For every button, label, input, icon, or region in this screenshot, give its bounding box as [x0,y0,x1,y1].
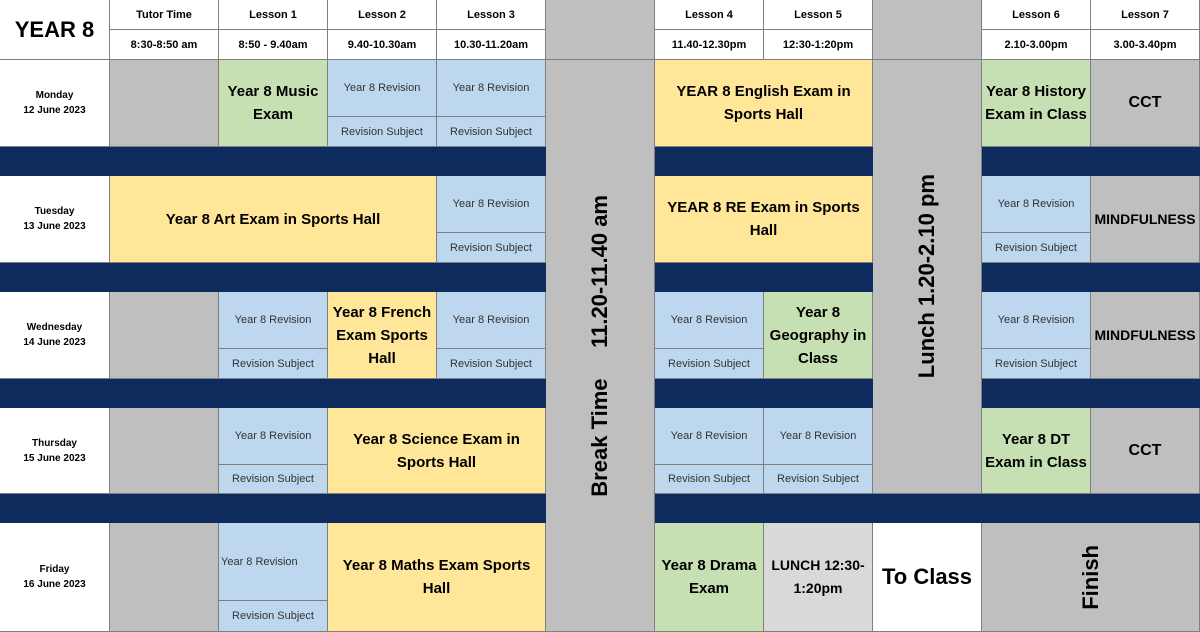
tutor-time-slot: 8:30-8:50 am [110,30,219,60]
row-separator [982,147,1200,176]
lesson-3-time: 10.30-11.20am [437,30,546,60]
lesson-4-header: Lesson 4 [655,0,764,30]
wednesday-l1-revision: Year 8 Revision [219,292,328,349]
row-separator [982,263,1200,292]
tuesday-l3-revision: Year 8 Revision [437,176,546,233]
lesson-7-header: Lesson 7 [1091,0,1200,30]
friday-l1-revision: Year 8 Revision [219,523,328,601]
break-time-column [546,60,655,632]
lunch-label: Lunch 1.20-2.10 pm [914,174,939,379]
friday-l1-revision-subject: Revision Subject [219,601,328,632]
day-monday [0,60,110,147]
monday-l2-revision-subject: Revision Subject [328,117,437,147]
row-separator [0,379,546,408]
monday-music-exam: Year 8 Music Exam [219,60,328,147]
row-separator [982,379,1200,408]
lesson-1-time: 8:50 - 9.40am [219,30,328,60]
day-date: 14 June 2023 [23,337,86,348]
lesson-1-header: Lesson 1 [219,0,328,30]
wednesday-l4-revision: Year 8 Revision [655,292,764,349]
row-separator [0,147,546,176]
wednesday-geography: Year 8 Geography in Class [764,292,873,379]
day-friday [0,523,110,632]
wednesday-mindfulness: MINDFULNESS [1091,292,1200,379]
friday-tutor [110,523,219,632]
lesson-2-time: 9.40-10.30am [328,30,437,60]
break-time-label: Break Time 11.20-11.40 am [587,194,612,497]
friday-finish [982,523,1200,632]
wednesday-l4-revision-subject: Revision Subject [655,349,764,379]
lunch-header-blank [873,0,982,60]
finish-label: Finish [1077,544,1103,610]
monday-l2-revision: Year 8 Revision [328,60,437,117]
wednesday-l1-revision-subject: Revision Subject [219,349,328,379]
monday-english-exam: YEAR 8 English Exam in Sports Hall [655,60,873,147]
day-name: Monday [35,90,74,101]
row-separator [655,147,873,176]
thursday-science-exam: Year 8 Science Exam in Sports Hall [328,408,546,494]
thursday-l4-revision-subject: Revision Subject [655,465,764,494]
wednesday-l3-revision-subject: Revision Subject [437,349,546,379]
wednesday-tutor [110,292,219,379]
page-title: YEAR 8 [0,0,110,60]
friday-maths-exam: Year 8 Maths Exam Sports Hall [328,523,546,632]
day-tuesday [0,176,110,263]
thursday-dt-exam: Year 8 DT Exam in Class [982,408,1091,494]
thursday-tutor [110,408,219,494]
monday-l3-revision: Year 8 Revision [437,60,546,117]
row-separator [0,494,546,523]
thursday-cct: CCT [1091,408,1200,494]
day-wednesday [0,292,110,379]
thursday-l5-revision-subject: Revision Subject [764,465,873,494]
wednesday-l3-revision: Year 8 Revision [437,292,546,349]
wednesday-l6-revision-subject: Revision Subject [982,349,1091,379]
tutor-time-header: Tutor Time [110,0,219,30]
thursday-l5-revision: Year 8 Revision [764,408,873,465]
friday-lunch: LUNCH 12:30-1:20pm [764,523,873,632]
monday-history-exam: Year 8 History Exam in Class [982,60,1091,147]
lunch-column [873,60,982,494]
tuesday-l3-revision-subject: Revision Subject [437,233,546,263]
friday-drama-exam: Year 8 Drama Exam [655,523,764,632]
tuesday-l6-revision-subject: Revision Subject [982,233,1091,263]
monday-l3-revision-subject: Revision Subject [437,117,546,147]
day-date: 16 June 2023 [23,579,86,590]
thursday-l4-revision: Year 8 Revision [655,408,764,465]
row-separator [655,379,873,408]
lesson-2-header: Lesson 2 [328,0,437,30]
tuesday-mindfulness: MINDFULNESS [1091,176,1200,263]
day-name: Tuesday [34,206,75,217]
monday-cct: CCT [1091,60,1200,147]
lesson-6-header: Lesson 6 [982,0,1091,30]
tuesday-art-exam: Year 8 Art Exam in Sports Hall [110,176,437,263]
friday-to-class: To Class [873,523,982,632]
row-separator [655,263,873,292]
thursday-l1-revision-subject: Revision Subject [219,465,328,494]
thursday-l1-revision: Year 8 Revision [219,408,328,465]
day-name: Friday [39,564,70,575]
wednesday-french-exam: Year 8 French Exam Sports Hall [328,292,437,379]
day-thursday [0,408,110,494]
day-date: 15 June 2023 [23,452,86,464]
lesson-5-header: Lesson 5 [764,0,873,30]
day-name: Thursday [31,437,77,449]
row-separator [655,494,1200,523]
tuesday-l6-revision: Year 8 Revision [982,176,1091,233]
lesson-5-time: 12:30-1:20pm [764,30,873,60]
wednesday-l6-revision: Year 8 Revision [982,292,1091,349]
lesson-7-time: 3.00-3.40pm [1091,30,1200,60]
day-name: Wednesday [26,322,83,333]
break-header-blank [546,0,655,60]
lesson-6-time: 2.10-3.00pm [982,30,1091,60]
row-separator [0,263,546,292]
day-date: 13 June 2023 [23,221,86,232]
day-date: 12 June 2023 [23,105,86,116]
tuesday-re-exam: YEAR 8 RE Exam in Sports Hall [655,176,873,263]
lesson-4-time: 11.40-12.30pm [655,30,764,60]
lesson-3-header: Lesson 3 [437,0,546,30]
monday-tutor [110,60,219,147]
